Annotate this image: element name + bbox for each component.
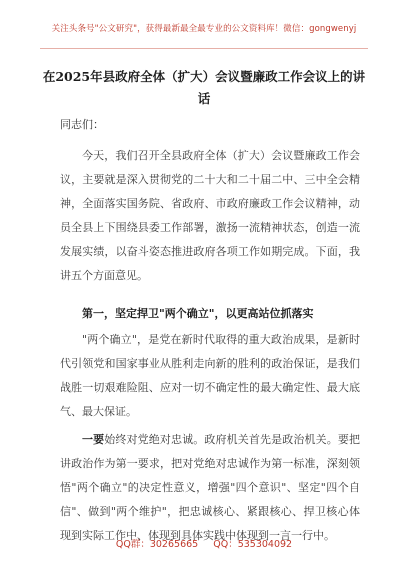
section-paragraph-point-one xyxy=(60,428,360,548)
document-title: 在2025年县政府全体（扩大）会议暨廉政工作会议上的讲话 xyxy=(42,69,366,106)
header-divider xyxy=(40,48,368,49)
point-lead: 一要 xyxy=(82,433,105,446)
salutation: 同志们： xyxy=(60,118,104,131)
qq-group: QQ群：30265665 xyxy=(115,539,199,550)
section-heading: 第一，坚定捍卫"两个确立"，以更高站位抓落实 xyxy=(82,307,314,320)
header-banner: 关注头条号"公文研究"，获得最新最全最专业的公文资料库！微信：gongwenyj xyxy=(51,24,357,34)
intro-paragraph: 今天，我们召开全县政府全体（扩大）会议暨廉政工作会议，主要就是深入贯彻党的二十大和二十届二中、三中全会精神，全面落实国务院、省政府、市政府廉政工作会议精神，动员全县上下围绕县委工作部署，激扬一流精神状态，创造一流发展实绩，以奋斗姿态推进政府各项工作如期完成。下面，我讲五个方面意见。 xyxy=(60,149,360,282)
point-text: 始终对党绝对忠诚。政府机关首先是政治机关。要把讲政治作为第一要求，把对党绝对忠诚作为第一标准，深刻领悟"两个确立"的决定性意义，增强"四个意识"、坚定"四个自信"、做到"两个维护"，把忠诚核心、紧跟核心、捍卫核心体现到实际工作中、体现到具体实践中体现到一言一行中。 xyxy=(60,433,360,542)
footer-contacts xyxy=(0,536,408,550)
qq-number: QQ：535304092 xyxy=(213,539,293,550)
section-paragraph: "两个确立"，是党在新时代取得的重大政治成果，是新时代引领党和国家事业从胜利走向新的胜利的政治保证，是我们战胜一切艰难险阻、应对一切不确定性的最大确定性、最大底气、最大保证。 xyxy=(60,333,360,418)
